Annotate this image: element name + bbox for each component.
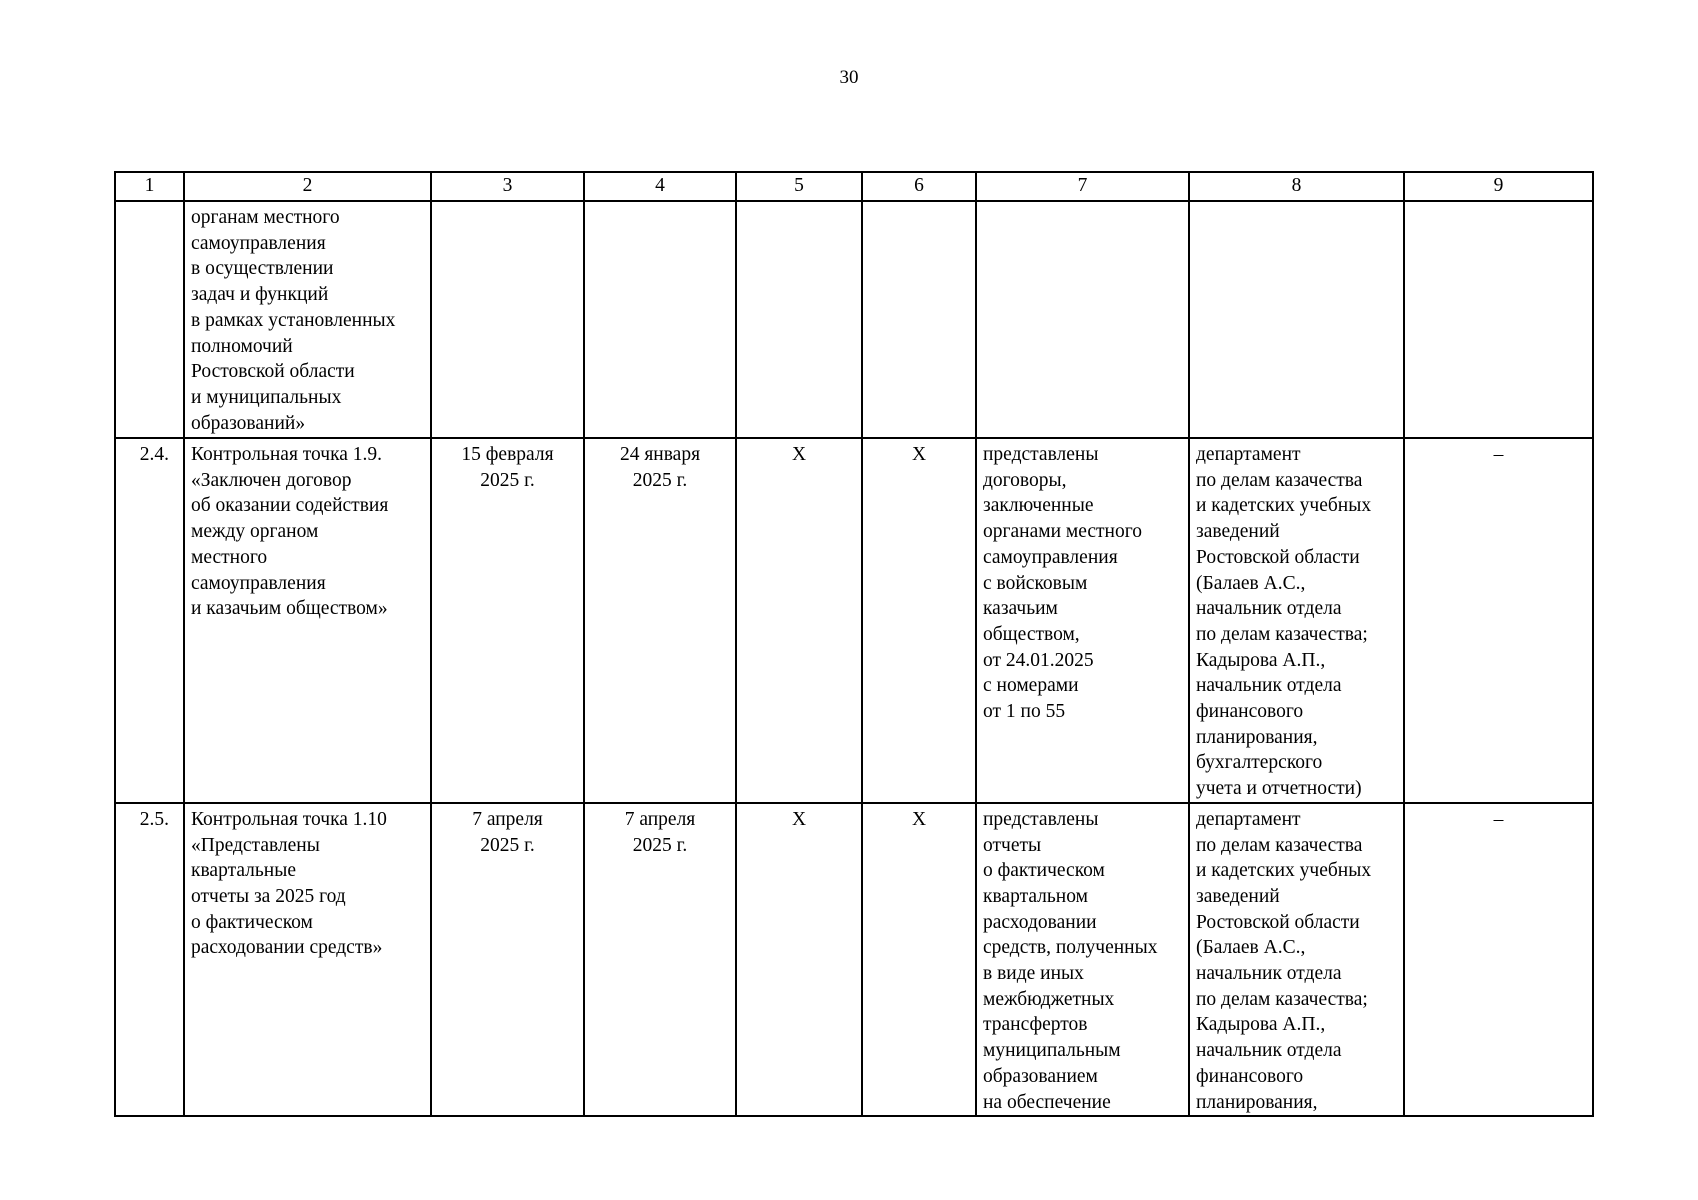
note-cell: [1404, 201, 1593, 438]
column-header: 4: [584, 172, 736, 201]
page-number: 30: [839, 67, 859, 88]
column-header: 5: [736, 172, 862, 201]
result-cell: представлены отчеты о фактическом квартальном расходовании средств, полученных в виде иных межбюджетных трансфертов муниципальным образованием на обеспечение: [976, 803, 1189, 1116]
column-header: 9: [1404, 172, 1593, 201]
row-number-cell: [115, 201, 184, 438]
column-5-cell: Х: [736, 803, 862, 1116]
result-cell: представлены договоры, заключенные органами местного самоуправления с войсковым казачьим обществом, от 24.01.2025 с номерами от 1 по 55: [976, 438, 1189, 803]
plan-table: [114, 171, 1594, 1117]
event-name-cell: Контрольная точка 1.9. «Заключен договор об оказании содействия между органом местного самоуправления и казачьим обществом»: [184, 438, 431, 803]
column-header: 1: [115, 172, 184, 201]
responsible-cell: [1189, 201, 1404, 438]
row-number-cell: 2.5.: [115, 803, 184, 1116]
table-row: [115, 803, 1593, 1116]
column-header: 7: [976, 172, 1189, 201]
actual-date-cell: 24 января 2025 г.: [584, 438, 736, 803]
table-header-row: [115, 172, 1593, 201]
planned-date-cell: [431, 201, 584, 438]
column-header: 8: [1189, 172, 1404, 201]
responsible-cell: департамент по делам казачества и кадетских учебных заведений Ростовской области (Балаев А.С., начальник отдела по делам казачества; Кадырова А.П., начальник отдела финансового планирования,: [1189, 803, 1404, 1116]
note-cell: –: [1404, 438, 1593, 803]
column-header: 2: [184, 172, 431, 201]
column-5-cell: [736, 201, 862, 438]
table-row: [115, 201, 1593, 438]
event-name-cell: Контрольная точка 1.10 «Представлены квартальные отчеты за 2025 год о фактическом расходовании средств»: [184, 803, 431, 1116]
column-header: 6: [862, 172, 976, 201]
column-header: 3: [431, 172, 584, 201]
table-row: [115, 438, 1593, 803]
responsible-cell: департамент по делам казачества и кадетских учебных заведений Ростовской области (Балаев А.С., начальник отдела по делам казачества; Кадырова А.П., начальник отдела финансового планирования, бухгалтерского учета и отчетности): [1189, 438, 1404, 803]
result-cell: [976, 201, 1189, 438]
planned-date-cell: 7 апреля 2025 г.: [431, 803, 584, 1116]
column-6-cell: Х: [862, 438, 976, 803]
column-5-cell: Х: [736, 438, 862, 803]
column-6-cell: Х: [862, 803, 976, 1116]
actual-date-cell: [584, 201, 736, 438]
column-6-cell: [862, 201, 976, 438]
event-name-cell: органам местного самоуправления в осуществлении задач и функций в рамках установленных полномочий Ростовской области и муниципальных образований»: [184, 201, 431, 438]
actual-date-cell: 7 апреля 2025 г.: [584, 803, 736, 1116]
row-number-cell: 2.4.: [115, 438, 184, 803]
planned-date-cell: 15 февраля 2025 г.: [431, 438, 584, 803]
note-cell: –: [1404, 803, 1593, 1116]
